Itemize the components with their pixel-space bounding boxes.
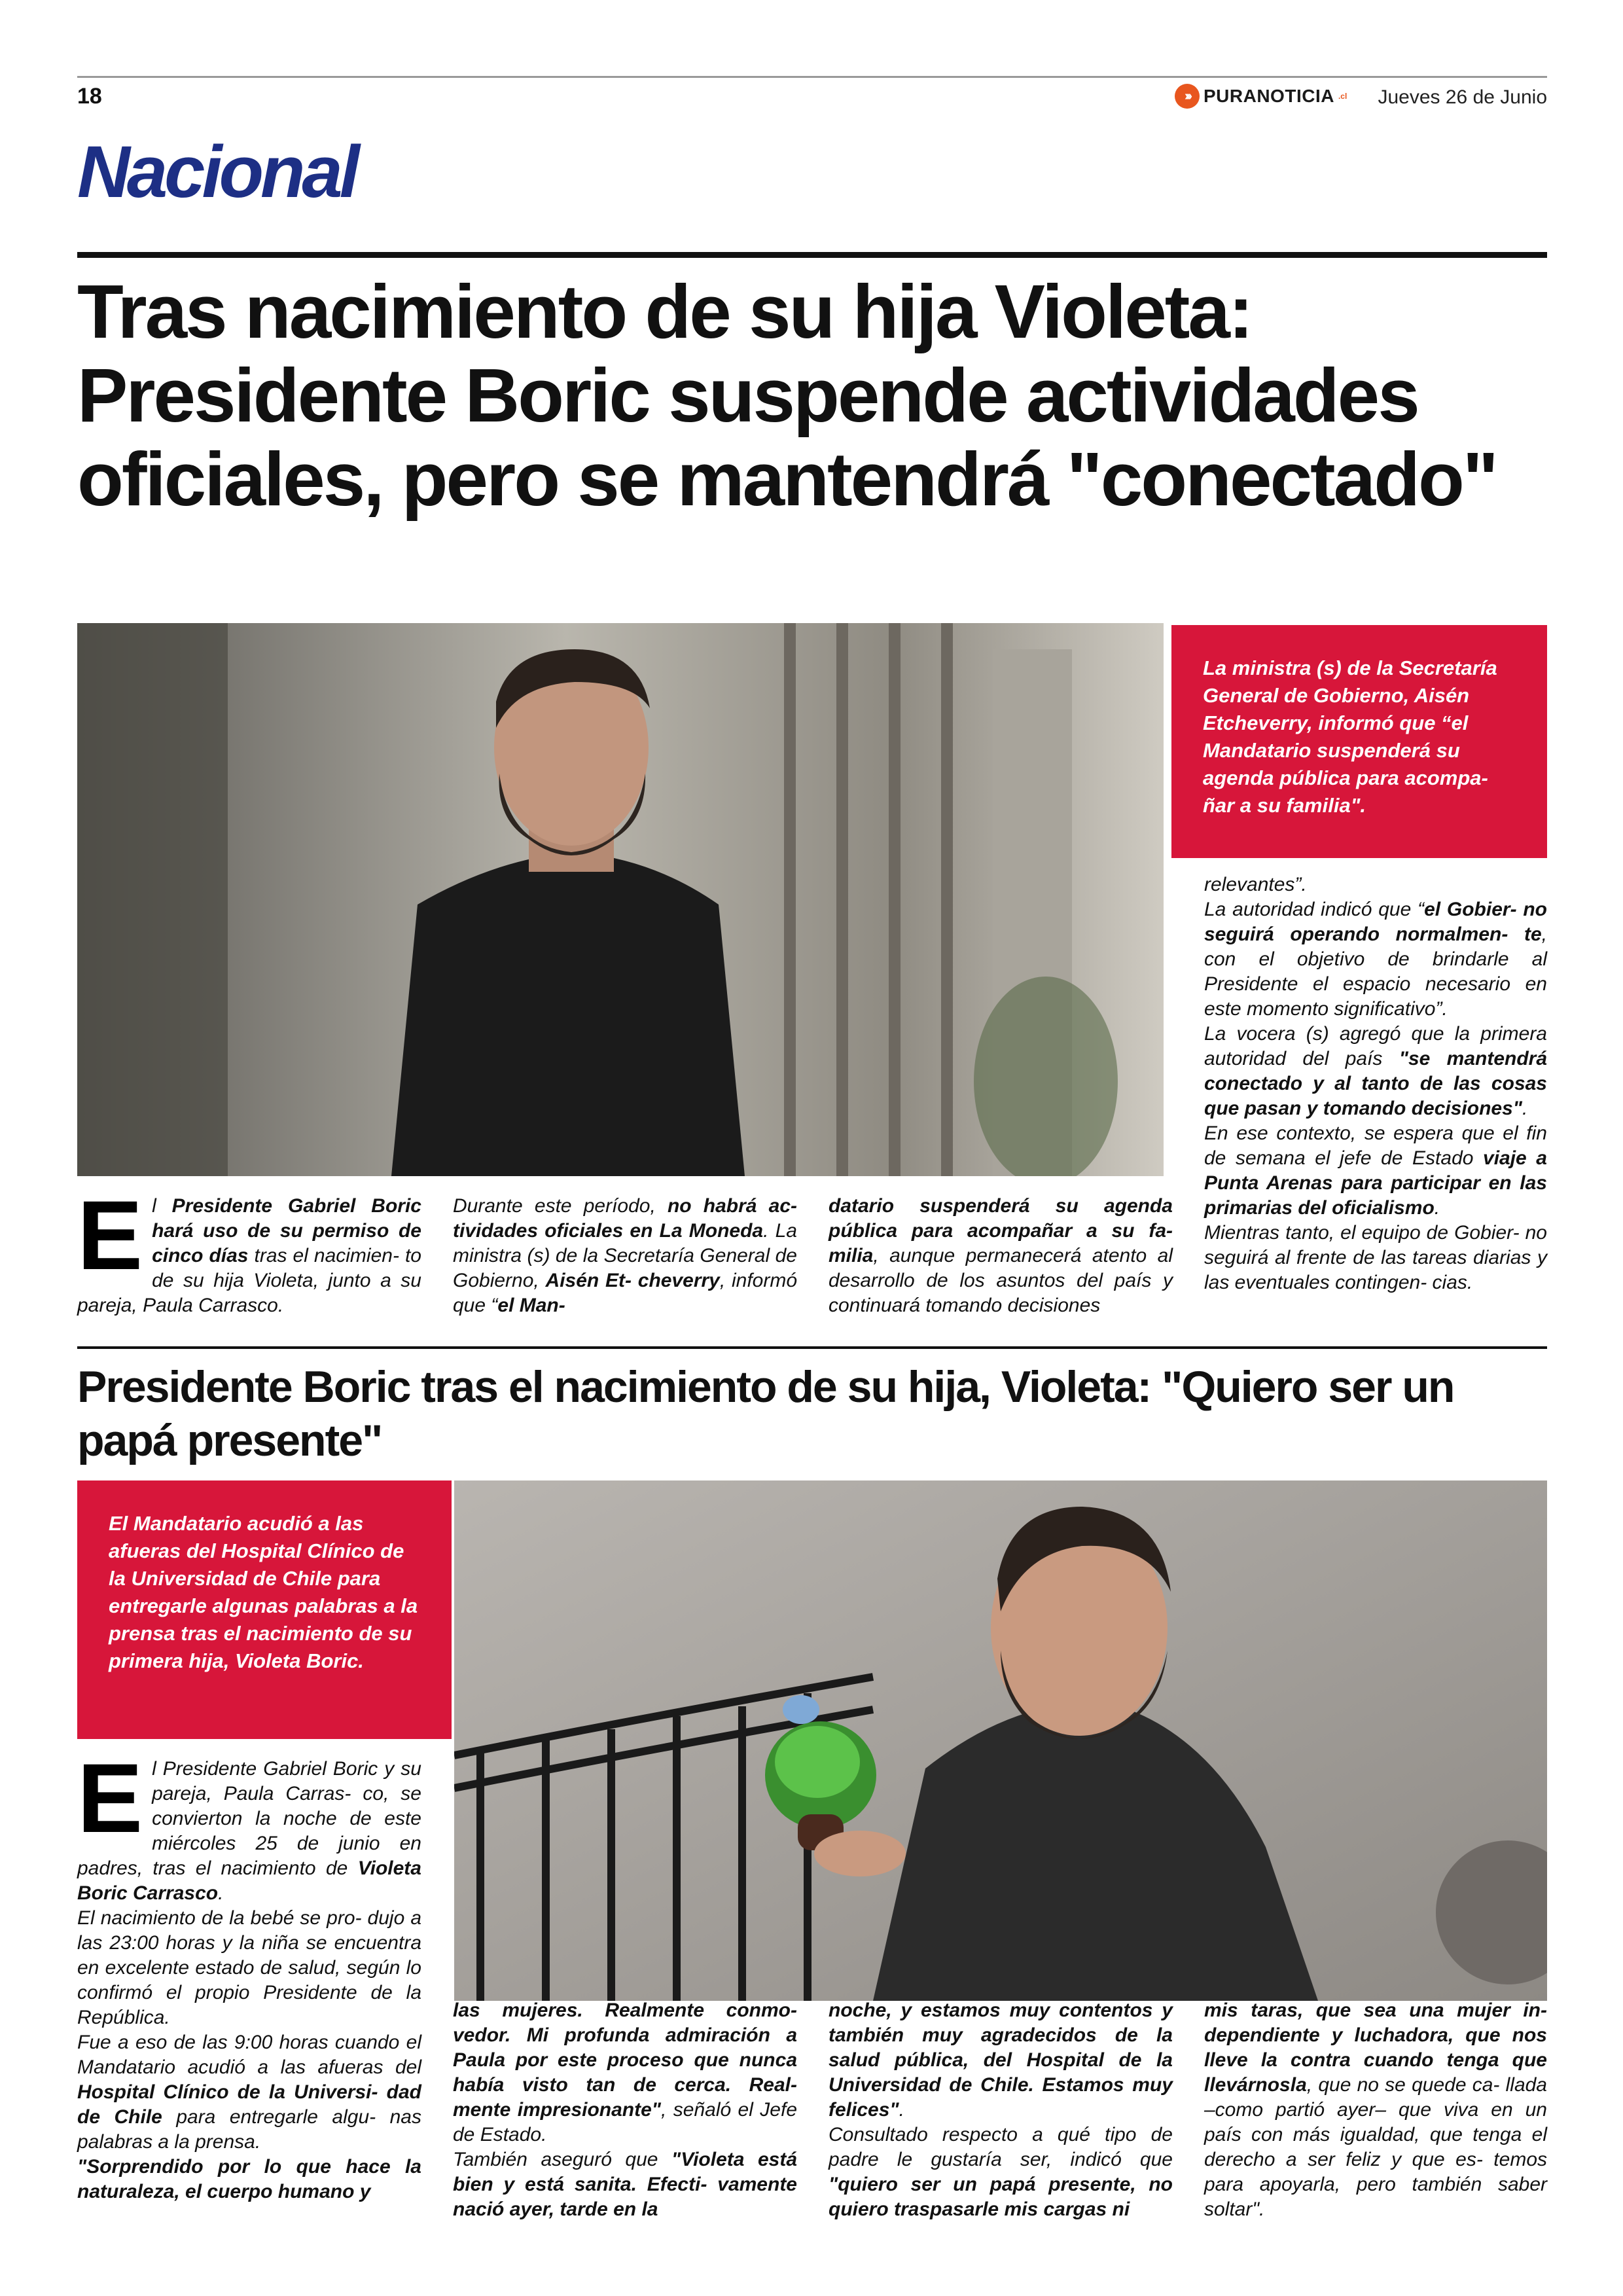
article2-column-1: El Presidente Gabriel Boric y su pareja, Paula Carras- co, se convierton la noche de este miércoles 25 de junio en padres, tras el nacimiento de Violeta Boric Carrasco. El nacimiento de la bebé se pro- dujo a las 23:00 horas y la niña se encuentra en excelente estado de salud, según lo confirmó el propio Presidente de la República. Fue a eso de las 9:00 horas cuando el Mandatario acudió a las afueras del Hospital Clínico de la Universi- dad de Chile para entregarle algu- nas palabras a la prensa. "Sorprendido por lo que hace la naturaleza, el cuerpo humano y xyxy=(77,1743,421,2202)
dropcap: E xyxy=(77,1180,143,1290)
article1-pullquote: La ministra (s) de la Secretaría General de Gobierno, Aisén Etcheverry, informó que “el Mandatario suspenderá su agenda pública para acompa- ñar a su familia". xyxy=(1171,625,1547,858)
article1-headline: Tras nacimiento de su hija Violeta: Presidente Boric suspende actividades oficiales, pero se mantendrá "conectado" xyxy=(77,269,1497,522)
article1-column-3: datario suspenderá su agenda pública para acompañar a su fa- milia, aunque permanecerá atento al desarrollo de los asuntos del país y continuará tomando decisiones xyxy=(829,1195,1173,1316)
dropcap: E xyxy=(77,1743,143,1853)
article2-column-4: mis taras, que sea una mujer in- dependiente y luchadora, que nos lleve la contra cuando tenga que llevárnosla, que no se quede ca- llada –como partió ayer– que viva en un país con más igualdad, que tenga el derecho a ser feliz y que es- temos para apoyarla, pero también saber soltar". xyxy=(1204,2000,1547,2220)
article2-column-3: noche, y estamos muy contentos y también muy agradecidos de la salud pública, del Hospital de la Universidad de Chile. Estamos muy felices". Consultado respecto a qué tipo de padre le gustaría ser, indicó que "quiero ser un papá presente, no quiero traspasarle mis cargas ni xyxy=(829,2000,1173,2220)
article1-column-4: relevantes”. La autoridad indicó que “el Gobier- no seguirá operando normalmen- te, con el objetivo de brindarle al Presidente el espacio necesario en este momento significativo”. La vocera (s) agregó que la primera autoridad del país "se mantendrá conectado y al tanto de las cosas que pasan y tomando decisiones". En ese contexto, se espera que el fin de semana el jefe de Estado viaje a Punta Arenas para participar en las primarias del oficialismo. Mientras tanto, el equipo de Gobier- no seguirá al frente de las tareas diarias y las eventuales contingen- cias. xyxy=(1204,874,1548,1293)
article2-pullquote: El Mandatario acudió a las afueras del Hospital Clínico de la Universidad de Chile para entregarle algunas palabras a la prensa tras el nacimiento de su primera hija, Violeta Boric. xyxy=(77,1480,452,1739)
brand-logo[interactable] xyxy=(1175,84,1347,109)
chevrons-icon: ››› xyxy=(1175,84,1200,109)
article1-photo xyxy=(77,623,1164,1176)
top-rule xyxy=(77,76,1547,78)
issue-date: Jueves 26 de Junio xyxy=(1378,86,1547,108)
article2-column-2: las mujeres. Realmente conmo- vedor. Mi profunda admiración a Paula por este proceso que nunca había visto tan de cerca. Real- mente impresionante", señaló el Jefe de Estado. También aseguró que "Violeta está bien y está sanita. Efecti- vamente nació ayer, tarde en la xyxy=(453,2000,798,2220)
article1-column-1: El Presidente Gabriel Boric hará uso de su permiso de cinco días tras el nacimien- to de su hija Violeta, junto a su pareja, Paula Carrasco. xyxy=(77,1180,421,1316)
article2-photo xyxy=(454,1480,1547,2001)
brand-suffix: .cl xyxy=(1338,92,1347,101)
page-number: 18 xyxy=(77,84,102,109)
section-rule xyxy=(77,252,1547,258)
section-title: Nacional xyxy=(77,131,357,213)
brand-name: PURANOTICIA xyxy=(1204,86,1334,106)
article2-headline: Presidente Boric tras el nacimiento de su hija, Violeta: "Quiero ser un papá presente" xyxy=(77,1362,1454,1465)
article1-column-2: Durante este período, no habrá ac- tividades oficiales en La Moneda. La ministra (s) de la Secretaría General de Gobierno, Aisén Et- cheverry, informó que “el Man- xyxy=(453,1195,797,1316)
article-divider xyxy=(77,1346,1547,1349)
